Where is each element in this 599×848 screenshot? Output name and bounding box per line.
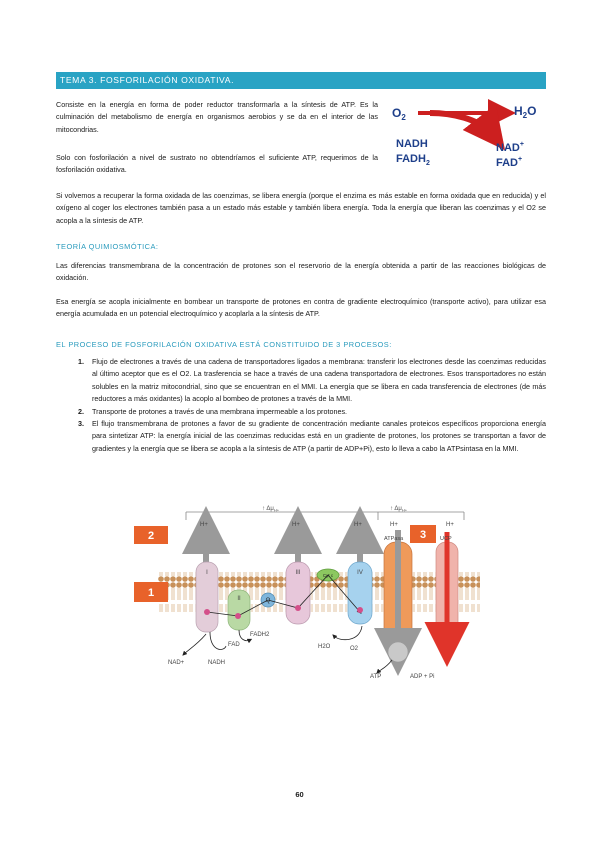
page-number: 60 [295, 790, 304, 799]
intro-paragraph-3: Si volvemos a recuperar la forma oxidada de las coenzimas, se libera energía (porque el enzima es más estable en forma oxidada que en reducida) y el oxígeno al coger los electrones también pasa a un estado más estable y también libera energía. Toda la energía que liberan las coenzimas y el O2 se acopla a la síntesis de ATP. [56, 191, 546, 225]
complex-III-label: III [295, 570, 301, 576]
process-3-label: 3 [419, 529, 427, 541]
section-title-procesos: EL PROCESO DE FOSFORILACIÓN OXIDATIVA ESTÁ CONSTITUIDO DE 3 PROCESOS: [56, 340, 392, 349]
section-title-quimiosmotica: TEORÍA QUIMIOSMÓTICA: [56, 242, 159, 251]
fadh2-label: $FADH_2$ [396, 153, 430, 167]
delta-mu-left: ↑ $\Delta\mu_{H+}$ [262, 506, 280, 513]
electron-dot [295, 605, 301, 611]
complex-II-label: II [237, 596, 241, 602]
intro-paragraph-1: Consiste en la energía en forma de poder reductor transformarla a la síntesis de ATP. Es la culminación del metabolismo de energía en organismos aerobios y se da en el interior de las mitocondrias. [56, 100, 378, 134]
atpasa-label: ATPasa [384, 536, 404, 542]
o2-label: $O_2$ [392, 106, 406, 122]
hplus-label: H+ [446, 522, 454, 528]
gradient-bracket [186, 506, 464, 520]
q-label: Q [265, 598, 271, 604]
redox-diagram [386, 96, 556, 176]
section1-paragraph-1: Las diferencias transmembrana de la concentración de protones son el reservorio de la energía obtenida a partir de las reacciones biológicas de oxidación. [56, 261, 546, 283]
electron-dot [235, 613, 241, 619]
hplus-label: H+ [354, 522, 362, 528]
list-item: 2. Transporte de protones a través de una membrana impermeable a los protones. [78, 406, 348, 416]
fad-label: FAD [228, 642, 240, 648]
chapter-header: TEMA 3. FOSFORILACIÓN OXIDATIVA. [56, 72, 546, 89]
fadh2-label: FADH2 [250, 632, 270, 638]
process-list [56, 356, 546, 455]
nad-arrow [184, 634, 206, 654]
hplus-label: H+ [292, 522, 300, 528]
fad-label: FAD+ [496, 156, 523, 169]
nad-label: NAD+ [496, 141, 524, 154]
process-1-label: 1 [147, 587, 155, 599]
electron-transport-figure [128, 502, 480, 680]
atp-synthase-head [388, 642, 408, 662]
o2-label: O2 [350, 646, 359, 652]
intro-paragraph-2: Solo con fosforilación a nivel de sustrato no obtendríamos el suficiente ATP, requerimos de la fosforilación oxidativa. [56, 153, 378, 175]
fad-arrow [239, 630, 250, 641]
electron-dot [204, 609, 210, 615]
nadh-label: NADH [208, 660, 226, 666]
adp-label: ADP + Pi [410, 674, 435, 680]
hplus-label: H+ [200, 522, 208, 528]
delta-mu-right: ↑ $\Delta\mu_{H+}$ [390, 506, 408, 513]
list-item: 1. Flujo de electrones a través de una cadena de transportadores ligados a membrana: transferir los electrones desde las coenzimas reducidas al último aceptor que es el O2. La trasferencia se hace a través de una cadena transportadora de electrones. Esos transportadores no están solubles en la matriz mitocondrial, sino que se encuentran en el MMI. La energía que se libera en cada transferencia de electrones (de más reductores a más oxidantes) la acoplo al bombeo de protones a través de la MMI. [78, 357, 546, 404]
reduction-arrow [430, 113, 494, 136]
atp-arrow [378, 660, 392, 672]
nad-label: NAD+ [168, 660, 185, 666]
nadh-arrow [210, 632, 226, 649]
ucp-label: UCP [440, 536, 452, 542]
cytc-label: Cyt c [322, 573, 334, 578]
complex-I-label: I [206, 570, 208, 576]
complex-IV-label: IV [357, 570, 363, 576]
h2o-label: H2O [318, 644, 331, 650]
h2o-label: $H_2O$ [514, 104, 537, 120]
section1-paragraph-2: Esa energía se acopla inicialmente en bombear un transporte de protones en contra de gradiente electroquímico (transporte activo), para utilizar esa energía acumulada en un potencial electroquímico y acoplarla a la síntesis de ATP. [56, 297, 546, 319]
hplus-label: H+ [390, 522, 398, 528]
atp-label: ATP [370, 674, 382, 680]
process-2-label: 2 [147, 530, 155, 542]
water-arrow [334, 626, 362, 640]
nadh-label: NADH [396, 138, 428, 150]
list-item: 3. El flujo transmembrana de protones a favor de su gradiente de concentración mediante canales proteicos específicos proporciona energía para sintetizar ATP: la energía inicial de las coenzimas reducidas está en un gradiente de protones, los protones se transportan a favor de gradientes y la energía que se libera se acopla a la síntesis de ATP (a partir de ADP+Pi), esto lo lleva a cabo la ATPsintasa en la MMI. [78, 419, 546, 453]
electron-dot [357, 607, 363, 613]
